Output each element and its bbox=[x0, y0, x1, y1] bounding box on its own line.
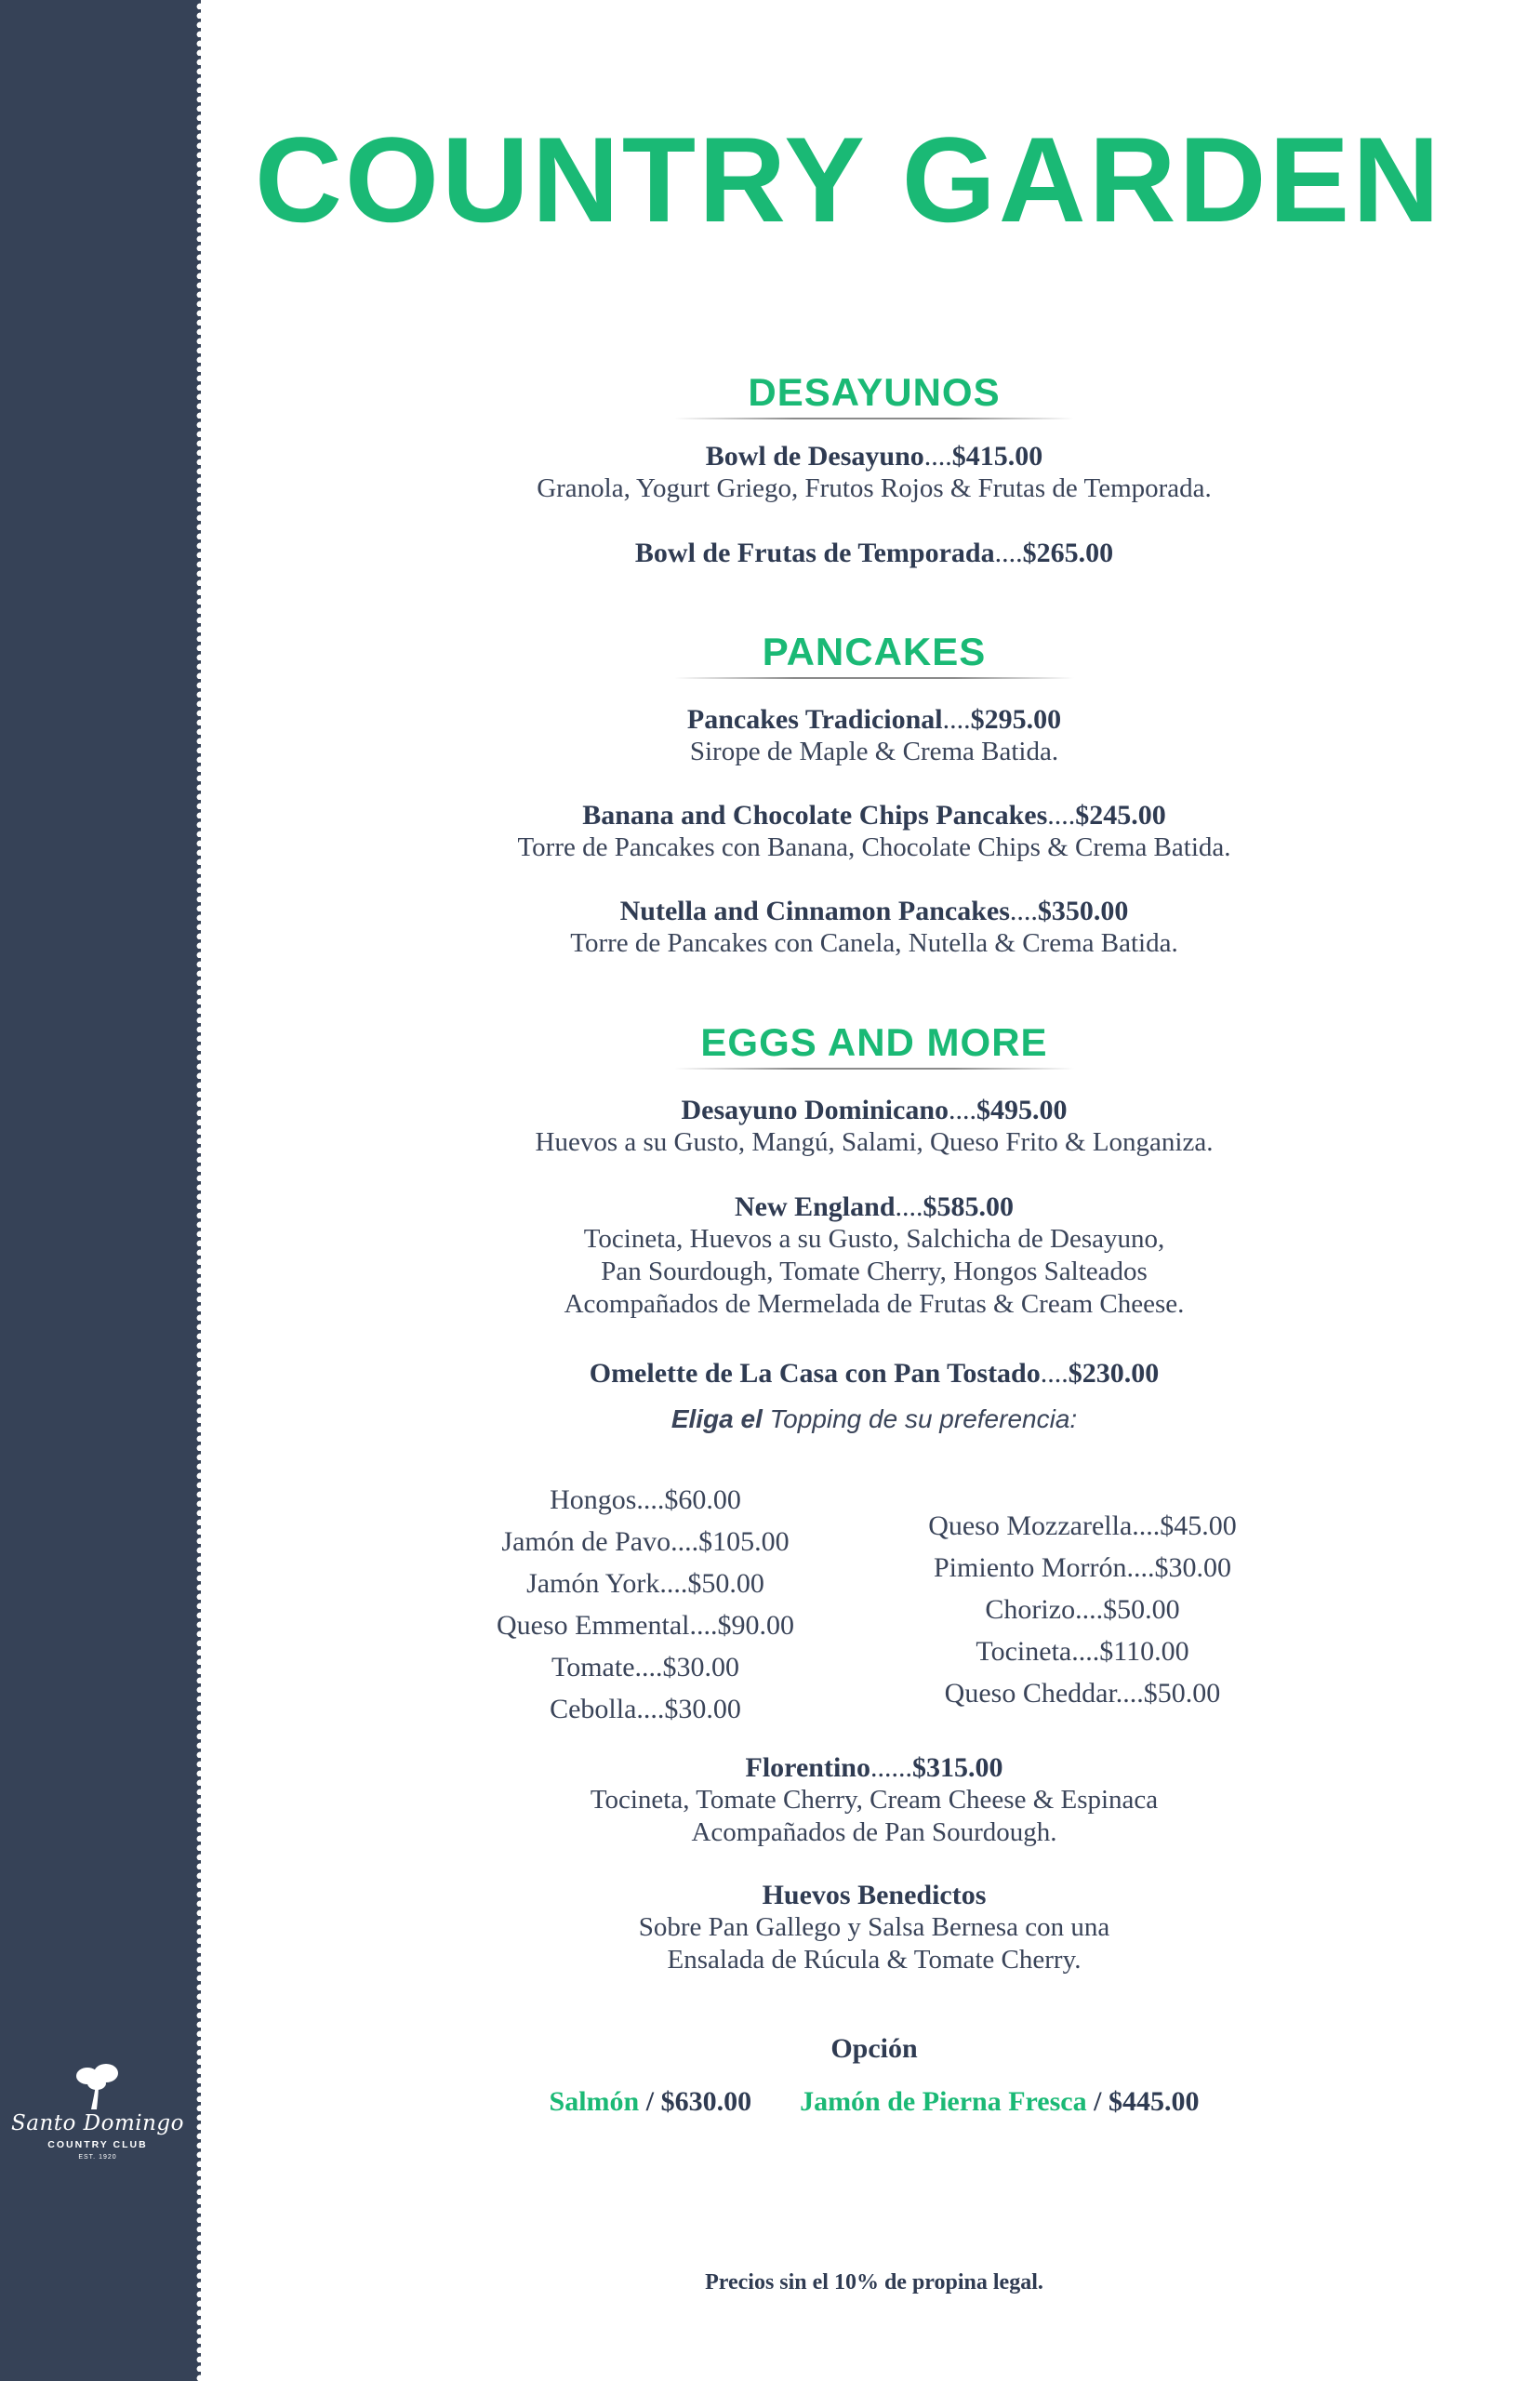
topping: Pimiento Morrón....$30.00 bbox=[934, 1552, 1231, 1583]
item-price: $245.00 bbox=[1075, 800, 1166, 831]
item-name: Desayuno Dominicano bbox=[681, 1095, 949, 1125]
divider bbox=[674, 418, 1074, 419]
item-description: Huevos a su Gusto, Mangú, Salami, Queso Frito & Longaniza. bbox=[535, 1127, 1214, 1157]
item-description: Pan Sourdough, Tomate Cherry, Hongos Salteados bbox=[601, 1257, 1148, 1286]
menu-item bbox=[208, 537, 1540, 569]
menu-item bbox=[208, 1879, 1540, 1976]
item-price: $315.00 bbox=[911, 1752, 1003, 1783]
toppings-right bbox=[887, 1505, 1278, 1714]
option-list bbox=[208, 2086, 1540, 2118]
toppings-left bbox=[459, 1479, 831, 1730]
menu-item bbox=[208, 1190, 1540, 1321]
item-name: Bowl de Frutas de Temporada bbox=[634, 538, 995, 568]
item-name: Huevos Benedictos bbox=[762, 1880, 987, 1910]
option-name: Salmón bbox=[549, 2086, 640, 2117]
item-dots: .... bbox=[1047, 800, 1076, 831]
item-description: Tocineta, Tomate Cherry, Cream Cheese & Espinaca bbox=[590, 1785, 1159, 1815]
item-price: $265.00 bbox=[1022, 538, 1114, 568]
item-price: $415.00 bbox=[951, 441, 1043, 472]
section-heading: DESAYUNOS bbox=[748, 370, 1001, 414]
topping: Tomate....$30.00 bbox=[551, 1652, 740, 1683]
item-price: $230.00 bbox=[1068, 1358, 1160, 1389]
club-logo bbox=[9, 2063, 186, 2161]
menu-item bbox=[208, 1094, 1540, 1159]
item-dots: .... bbox=[949, 1095, 977, 1125]
item-name: Omelette de La Casa con Pan Tostado bbox=[589, 1358, 1041, 1389]
item-dots: .... bbox=[923, 441, 952, 472]
item-price: $295.00 bbox=[970, 704, 1062, 735]
divider bbox=[674, 677, 1074, 679]
menu-item bbox=[208, 440, 1540, 505]
item-description: Acompañados de Mermelada de Frutas & Cream Cheese. bbox=[564, 1289, 1185, 1319]
topping: Tocineta....$110.00 bbox=[976, 1636, 1189, 1667]
item-dots: .... bbox=[994, 538, 1023, 568]
menu-item bbox=[208, 703, 1540, 768]
option-price: $445.00 bbox=[1108, 2086, 1200, 2117]
perforated-edge bbox=[193, 0, 206, 2381]
page-title: COUNTRY GARDEN bbox=[255, 112, 1443, 247]
item-name: Bowl de Desayuno bbox=[705, 441, 924, 472]
item-description: Tocineta, Huevos a su Gusto, Salchicha de Desayuno, bbox=[583, 1224, 1165, 1254]
option-title: Opción bbox=[830, 2033, 918, 2064]
option-price: $630.00 bbox=[660, 2086, 752, 2117]
menu-page bbox=[208, 0, 1540, 2381]
option-name: Jamón de Pierna Fresca bbox=[800, 2086, 1087, 2117]
section-desayunos bbox=[208, 369, 1540, 419]
item-dots: .... bbox=[942, 704, 971, 735]
topping: Queso Cheddar....$50.00 bbox=[944, 1678, 1221, 1709]
item-description: Acompañados de Pan Sourdough. bbox=[691, 1817, 1057, 1847]
section-heading: EGGS AND MORE bbox=[700, 1020, 1048, 1064]
item-description: Sobre Pan Gallego y Salsa Bernesa con una bbox=[638, 1912, 1110, 1942]
item-description: Ensalada de Rúcula & Tomate Cherry. bbox=[667, 1945, 1082, 1975]
logo-est: EST. 1920 bbox=[78, 2154, 117, 2161]
topping-prompt bbox=[208, 1404, 1540, 1434]
topping: Cebolla....$30.00 bbox=[550, 1694, 741, 1724]
item-price: $350.00 bbox=[1037, 896, 1129, 926]
item-name: New England bbox=[734, 1191, 896, 1222]
topping: Queso Emmental....$90.00 bbox=[497, 1610, 794, 1641]
option-separator: / bbox=[1086, 2086, 1109, 2117]
item-dots: ...... bbox=[870, 1752, 912, 1783]
topping: Jamón York....$50.00 bbox=[526, 1568, 764, 1599]
menu-item bbox=[208, 1751, 1540, 1849]
section-eggs-and-more bbox=[208, 1019, 1540, 1070]
menu-item bbox=[208, 1357, 1540, 1390]
item-dots: .... bbox=[1009, 896, 1038, 926]
item-description: Granola, Yogurt Griego, Frutos Rojos & Frutas de Temporada. bbox=[537, 473, 1212, 503]
item-name: Banana and Chocolate Chips Pancakes bbox=[582, 800, 1048, 831]
item-price: $495.00 bbox=[976, 1095, 1068, 1125]
item-name: Pancakes Tradicional bbox=[686, 704, 943, 735]
menu-item bbox=[208, 895, 1540, 960]
item-description: Torre de Pancakes con Canela, Nutella & Crema Batida. bbox=[570, 928, 1178, 958]
item-dots: .... bbox=[1040, 1358, 1069, 1389]
footer-note: Precios sin el 10% de propina legal. bbox=[705, 2270, 1043, 2295]
logo-script: Santo Domingo bbox=[10, 2111, 185, 2135]
item-name: Nutella and Cinnamon Pancakes bbox=[619, 896, 1010, 926]
item-description: Torre de Pancakes con Banana, Chocolate Chips & Crema Batida. bbox=[517, 832, 1231, 862]
option-separator: / bbox=[639, 2086, 661, 2117]
item-price: $585.00 bbox=[923, 1191, 1015, 1222]
prompt-bold: Eliga el bbox=[670, 1404, 763, 1433]
sidebar bbox=[0, 0, 201, 2381]
topping: Queso Mozzarella....$45.00 bbox=[928, 1510, 1237, 1541]
menu-item bbox=[208, 799, 1540, 864]
topping: Hongos....$60.00 bbox=[550, 1484, 741, 1515]
section-heading: PANCAKES bbox=[762, 630, 987, 673]
divider bbox=[674, 1068, 1074, 1070]
topping: Chorizo....$50.00 bbox=[985, 1594, 1180, 1625]
prompt-text: Topping de su preferencia: bbox=[762, 1404, 1078, 1433]
topping: Jamón de Pavo....$105.00 bbox=[501, 1526, 790, 1557]
item-description: Sirope de Maple & Crema Batida. bbox=[689, 737, 1059, 766]
item-dots: .... bbox=[895, 1191, 923, 1222]
palm-tree-icon bbox=[71, 2063, 125, 2111]
logo-club: COUNTRY CLUB bbox=[47, 2139, 148, 2150]
item-name: Florentino bbox=[745, 1752, 870, 1783]
section-pancakes bbox=[208, 629, 1540, 679]
